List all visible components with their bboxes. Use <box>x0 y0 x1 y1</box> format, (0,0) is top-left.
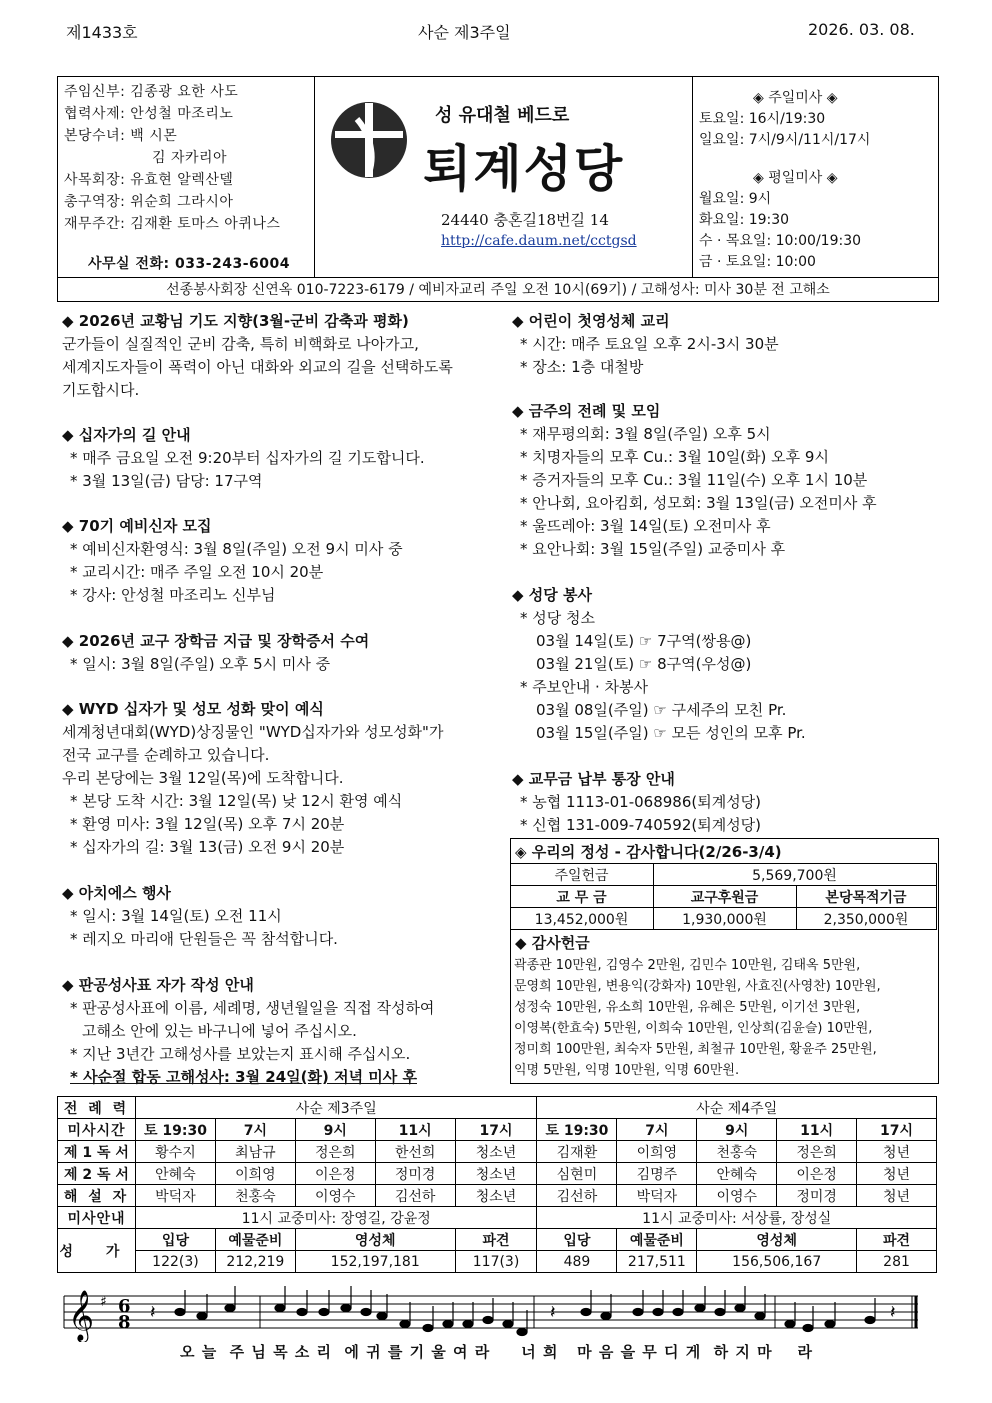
section-line: 03월 21일(토) ☞ 8구역(우성@) <box>536 655 752 673</box>
week1-title: 사순 제3주일 <box>135 1097 536 1119</box>
rest-icon: 𝄽 <box>890 1302 896 1323</box>
offering-value: 2,350,000원 <box>796 908 936 930</box>
notice-first-communion <box>512 310 779 379</box>
section-line: * 치명자들의 모후 Cu.: 3월 10일(화) 오후 9시 <box>520 448 829 466</box>
reader-cell: 이은정 <box>777 1163 857 1185</box>
reader-cell: 안혜숙 <box>135 1163 215 1185</box>
notice-church-service <box>512 584 806 745</box>
reader-cell: 김명주 <box>617 1163 697 1185</box>
parish-cafe-link[interactable]: http://cafe.daum.net/cctgsd <box>441 233 637 249</box>
thanks-line: 정미희 100만원, 최숙자 5만원, 최철규 10만원, 황윤주 25만원, <box>514 1042 877 1057</box>
music-staff-image <box>60 1282 940 1342</box>
offering-header: 본당목적기금 <box>796 886 936 908</box>
week2-title: 사순 제4주일 <box>537 1097 937 1119</box>
offering-value: 1,930,000원 <box>653 908 796 930</box>
hymn-number: 117(3) <box>455 1251 537 1273</box>
row-label: 전 례 력 <box>58 1097 136 1119</box>
mass-times <box>692 77 939 277</box>
notice-confession-card <box>62 974 434 1089</box>
staff-line: 본당수녀: 백 시몬 <box>64 128 178 144</box>
commentator-cell: 김선하 <box>375 1185 455 1207</box>
commentator-cell: 청소년 <box>455 1185 537 1207</box>
reader-cell: 한선희 <box>375 1141 455 1163</box>
hymn-header: 파견 <box>857 1229 937 1251</box>
mass-time: 9시 <box>295 1119 375 1141</box>
reader-cell: 안혜숙 <box>697 1163 777 1185</box>
mass-notice: 11시 교중미사: 장영길, 강윤정 <box>135 1207 536 1229</box>
section-line: * 3월 13일(금) 담당: 17구역 <box>70 472 263 490</box>
section-line: * 교리시간: 매주 주일 오전 10시 20분 <box>70 563 324 581</box>
reader-cell: 최남규 <box>215 1141 295 1163</box>
reader-cell: 이희영 <box>617 1141 697 1163</box>
section-line: * 요안나회: 3월 15일(주일) 교중미사 후 <box>520 540 786 558</box>
section-line: * 안나회, 요아킴회, 성모회: 3월 13일(금) 오전미사 후 <box>520 494 877 512</box>
section-line: * 레지오 마리애 단원들은 꼭 참석합니다. <box>70 930 338 948</box>
hymn-number: 122(3) <box>135 1251 215 1273</box>
mass-time: 토 19:30 <box>135 1119 215 1141</box>
section-line: * 재무평의회: 3월 8일(주일) 오후 5시 <box>520 425 771 443</box>
section-title: ◆ 교무금 납부 통장 안내 <box>512 770 675 788</box>
section-line: * 성당 청소 <box>520 609 595 627</box>
reader-cell: 이희영 <box>215 1163 295 1185</box>
staff-line: 김 자카리아 <box>152 150 228 166</box>
row-label: 성 가 <box>58 1229 136 1273</box>
time-signature-bottom: 8 <box>118 1312 131 1333</box>
offering-value: 13,452,000원 <box>510 908 653 930</box>
section-title: ◆ 금주의 전례 및 모임 <box>512 402 661 420</box>
reader-cell: 청년 <box>857 1163 937 1185</box>
thanks-offering-list <box>511 955 938 1083</box>
staff-line: 사목회장: 유효현 알렉산델 <box>64 172 234 188</box>
section-line: 03월 14일(토) ☞ 7구역(쌍용@) <box>536 632 752 650</box>
sunday-offering-label: 주일헌금 <box>510 864 653 886</box>
section-line: 세계지도자들이 폭력이 아닌 대화와 외교의 길을 선택하도록 <box>62 358 453 376</box>
section-line: * 시간: 매주 토요일 오후 2시-3시 30분 <box>520 335 779 353</box>
offering-header: 교 무 금 <box>510 886 653 908</box>
commentator-cell: 정미경 <box>777 1185 857 1207</box>
section-title: ◆ 2026년 교구 장학금 지급 및 장학증서 수여 <box>62 632 370 650</box>
sharp-icon: ♯ <box>100 1294 107 1310</box>
section-line: * 강사: 안성철 마조리노 신부님 <box>70 586 276 604</box>
commentator-cell: 이영수 <box>697 1185 777 1207</box>
mass-notice: 11시 교중미사: 서상률, 장성실 <box>537 1207 937 1229</box>
offering-title: ◈ 우리의 정성 - 감사합니다(2/26-3/4) <box>515 843 782 861</box>
section-line: 기도합시다. <box>62 381 140 399</box>
commentator-cell: 박덕자 <box>135 1185 215 1207</box>
hymn-lyrics: 오 늘 주 님 목 소 리 에 귀 를 기 울 여 라 너 희 마 음 을 무 디 게 하 지 마 라 <box>180 1343 813 1361</box>
staff-line: 주임신부: 김종광 요한 사도 <box>64 84 239 100</box>
sunday-mass-title: ◈ 주일미사 ◈ <box>753 90 838 106</box>
staff-list <box>58 77 315 277</box>
liturgy-schedule-table <box>57 1096 937 1273</box>
commentator-cell: 박덕자 <box>617 1185 697 1207</box>
row-label: 제 2 독 서 <box>58 1163 136 1185</box>
section-line: * 예비신자환영식: 3월 8일(주일) 오전 9시 미사 중 <box>70 540 403 558</box>
section-line: * 십자가의 길: 3월 13(금) 오전 9시 20분 <box>70 838 345 856</box>
section-line: 전국 교구를 순례하고 있습니다. <box>62 746 270 764</box>
reader-cell: 정은희 <box>777 1141 857 1163</box>
section-line: * 판공성사표에 이름, 세례명, 생년월일을 직접 작성하여 <box>70 999 435 1017</box>
hymn-header: 예물준비 <box>617 1229 697 1251</box>
hymn-header: 영성체 <box>295 1229 455 1251</box>
section-line: * 울뜨레아: 3월 14일(토) 오전미사 후 <box>520 517 771 535</box>
section-line: 우리 본당에는 3월 12일(목)에 도착합니다. <box>62 769 344 787</box>
section-line: 03월 15일(주일) ☞ 모든 성인의 모후 Pr. <box>536 724 806 742</box>
row-label: 제 1 독 서 <box>58 1141 136 1163</box>
section-line: 03월 08일(주일) ☞ 구세주의 모친 Pr. <box>536 701 787 719</box>
hymn-number: 489 <box>537 1251 617 1273</box>
notice-stations-of-cross <box>62 424 425 493</box>
reader-cell: 정은희 <box>295 1141 375 1163</box>
notice-catechumen <box>62 515 403 607</box>
hymn-number: 212,219 <box>215 1251 295 1273</box>
section-title: ◆ 십자가의 길 안내 <box>62 426 191 444</box>
sunday-offering-value: 5,569,700원 <box>653 864 936 886</box>
section-line-emphasis: * 사순절 합동 고해성사: 3월 24일(화) 저녁 미사 후 <box>70 1068 417 1086</box>
info-bar: 선종봉사회장 신연옥 010-7223-6179 / 예비자교리 주일 오전 10시(69기) / 고해성사: 미사 30분 전 고해소 <box>58 277 938 302</box>
office-phone: 사무실 전화: 033-243-6004 <box>88 256 290 272</box>
section-line: * 증거자들의 모후 Cu.: 3월 11일(수) 오후 1시 10분 <box>520 471 868 489</box>
reader-cell: 심현미 <box>537 1163 617 1185</box>
reader-cell: 청년 <box>857 1141 937 1163</box>
section-line: * 매주 금요일 오전 9:20부터 십자가의 길 기도합니다. <box>70 449 425 467</box>
issue-number: 제1433호 <box>66 23 138 42</box>
commentator-cell: 천홍숙 <box>215 1185 295 1207</box>
commentator-cell: 청년 <box>857 1185 937 1207</box>
hymn-number: 217,511 <box>617 1251 697 1273</box>
reader-cell: 이은정 <box>295 1163 375 1185</box>
section-line: 고해소 안에 있는 바구니에 넣어 주십시오. <box>82 1022 357 1040</box>
notice-scholarship <box>62 630 369 676</box>
offering-table <box>510 863 937 930</box>
thanks-line: 이영복(한효숙) 5만원, 이희숙 10만원, 인상희(김윤슬) 10만원, <box>514 1021 873 1036</box>
mass-time: 17시 <box>455 1119 537 1141</box>
offering-header: 교구후원금 <box>653 886 796 908</box>
section-line: * 신협 131-009-740592(퇴계성당) <box>520 816 762 834</box>
rest-icon: 𝄽 <box>550 1302 556 1323</box>
sunday-mass-line: 토요일: 16시/19:30 <box>699 111 826 127</box>
parish-title <box>315 77 691 277</box>
mass-time: 11시 <box>777 1119 857 1141</box>
weekday-mass-line: 금 · 토요일: 10:00 <box>699 254 816 270</box>
masthead <box>57 76 939 302</box>
row-label: 해 설 자 <box>58 1185 136 1207</box>
rest-icon: 𝄽 <box>150 1302 156 1323</box>
weekday-mass-line: 화요일: 19:30 <box>699 212 790 228</box>
mass-time: 9시 <box>697 1119 777 1141</box>
parish-patron: 성 유대철 베드로 <box>435 105 570 126</box>
thanks-offering-title: ◆ 감사헌금 <box>515 934 590 952</box>
parish-address: 24440 충혼길18번길 14 <box>441 211 609 229</box>
thanks-line: 익명 5만원, 익명 10만원, 익명 60만원. <box>514 1063 740 1078</box>
mass-time: 7시 <box>617 1119 697 1141</box>
notice-prayer-intention <box>62 310 453 402</box>
notice-weekly-meetings <box>512 400 877 561</box>
notice-acies <box>62 882 338 951</box>
parish-logo-icon <box>329 99 409 181</box>
reader-cell: 정미경 <box>375 1163 455 1185</box>
staff-line: 총구역장: 위순희 그라시아 <box>64 194 234 210</box>
reader-cell: 천홍숙 <box>697 1141 777 1163</box>
thanks-line: 성정숙 10만원, 유소희 10만원, 유혜은 5만원, 이기선 3만원, <box>514 1000 861 1015</box>
hymn-number: 152,197,181 <box>295 1251 455 1273</box>
weekday-mass-title: ◈ 평일미사 ◈ <box>753 170 838 186</box>
parish-name: 퇴계성당 <box>423 140 625 198</box>
section-line: * 본당 도착 시간: 3월 12일(목) 낮 12시 환영 예식 <box>70 792 403 810</box>
thanks-line: 문영희 10만원, 변용익(강화자) 10만원, 사효진(사영찬) 10만원, <box>514 979 881 994</box>
reader-cell: 청소년 <box>455 1163 537 1185</box>
section-line: * 일시: 3월 8일(주일) 오후 5시 미사 중 <box>70 655 331 673</box>
reader-cell: 황수지 <box>135 1141 215 1163</box>
hymn-header: 영성체 <box>697 1229 857 1251</box>
hymn-header: 예물준비 <box>215 1229 295 1251</box>
row-label: 미사시간 <box>58 1119 136 1141</box>
section-line: * 일시: 3월 14일(토) 오전 11시 <box>70 907 282 925</box>
section-line: * 농협 1113-01-068986(퇴계성당) <box>520 793 762 811</box>
section-line: * 장소: 1층 대철방 <box>520 358 644 376</box>
notice-bank-accounts <box>512 768 761 837</box>
hymn-header: 입당 <box>537 1229 617 1251</box>
thanks-line: 곽종관 10만원, 김영수 2만원, 김민수 10만원, 김태옥 5만원, <box>514 958 861 973</box>
time-signature-top: 6 <box>118 1296 131 1317</box>
section-title: ◆ 2026년 교황님 기도 지향(3월-군비 감축과 평화) <box>62 312 409 330</box>
mass-time: 11시 <box>375 1119 455 1141</box>
mass-time: 토 19:30 <box>537 1119 617 1141</box>
section-line: * 주보안내 · 차봉사 <box>520 678 649 696</box>
offering-box <box>510 838 939 1084</box>
reader-cell: 김재환 <box>537 1141 617 1163</box>
liturgical-week: 사순 제3주일 <box>418 23 511 42</box>
section-line: * 환영 미사: 3월 12일(목) 오후 7시 20분 <box>70 815 345 833</box>
issue-date: 2026. 03. 08. <box>808 20 915 39</box>
mass-time: 17시 <box>857 1119 937 1141</box>
mass-time: 7시 <box>215 1119 295 1141</box>
section-line: 군가들이 실질적인 군비 감축, 특히 비핵화로 나아가고, <box>62 335 419 353</box>
notice-wyd <box>62 698 443 859</box>
weekday-mass-line: 월요일: 9시 <box>699 191 772 207</box>
commentator-cell: 이영수 <box>295 1185 375 1207</box>
reader-cell: 청소년 <box>455 1141 537 1163</box>
section-title: ◆ 70기 예비신자 모집 <box>62 517 212 535</box>
weekday-mass-line: 수 · 목요일: 10:00/19:30 <box>699 233 862 249</box>
hymn-header: 파견 <box>455 1229 537 1251</box>
staff-line: 협력사제: 안성철 마조리노 <box>64 106 234 122</box>
section-line: * 지난 3년간 고해성사를 보았는지 표시해 주십시오. <box>70 1045 411 1063</box>
sunday-mass-line: 일요일: 7시/9시/11시/17시 <box>699 132 871 148</box>
section-title: ◆ 판공성사표 자가 작성 안내 <box>62 976 254 994</box>
commentator-cell: 김선하 <box>537 1185 617 1207</box>
section-line: 세계청년대회(WYD)상징물인 "WYD십자가와 성모성화"가 <box>62 723 444 741</box>
staff-line: 재무주간: 김재환 토마스 아퀴나스 <box>64 216 281 232</box>
row-label: 미사안내 <box>58 1207 136 1229</box>
section-title: ◆ 성당 봉사 <box>512 586 592 604</box>
section-title: ◆ WYD 십자가 및 성모 성화 맞이 예식 <box>62 700 324 718</box>
section-title: ◆ 어린이 첫영성체 교리 <box>512 312 670 330</box>
treble-clef-icon: 𝄞 <box>68 1290 95 1341</box>
hymn-header: 입당 <box>135 1229 215 1251</box>
hymn-number: 156,506,167 <box>697 1251 857 1273</box>
section-title: ◆ 아치에스 행사 <box>62 884 171 902</box>
hymn-number: 281 <box>857 1251 937 1273</box>
